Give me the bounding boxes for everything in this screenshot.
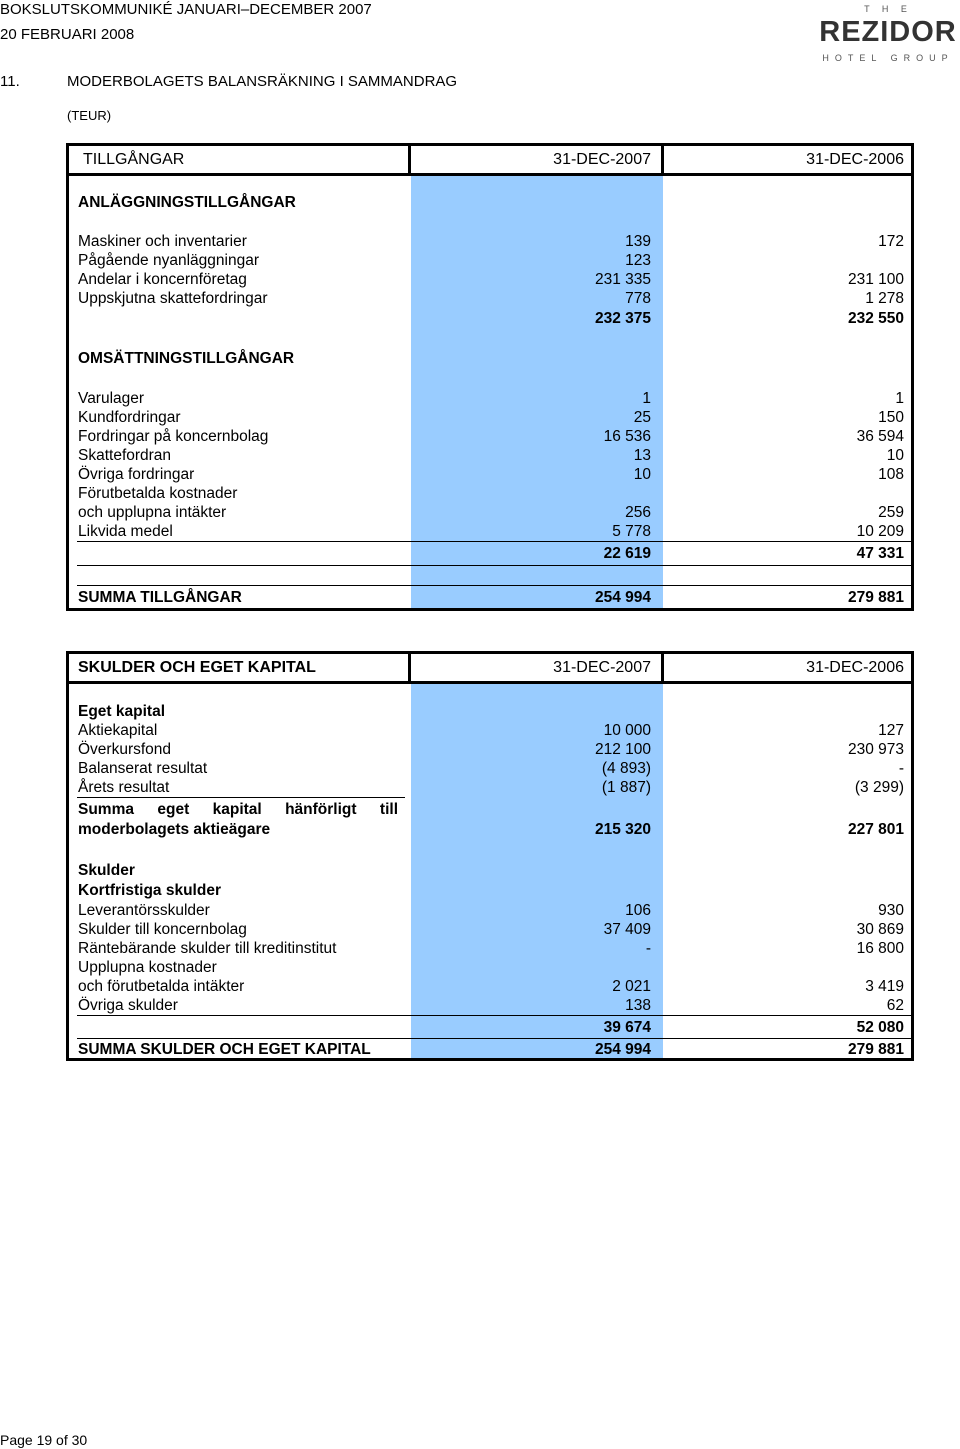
table-row: Övriga fordringar 10 108 [78,466,904,483]
col-2007-header: 31-DEC-2007 [553,659,651,676]
table-row: Överkursfond 212 100 230 973 [78,741,904,758]
liabilities-header-row [69,658,911,677]
table-row: Skulder till koncernbolag 37 409 30 869 [78,921,904,938]
table-row: Pågående nyanläggningar 123 [78,252,651,269]
table-row: Upplupna kostnader [78,959,217,976]
assets-header-label: TILLGÅNGAR [83,151,185,168]
section-number: 11. [0,73,20,90]
table-row: Kundfordringar 25 150 [78,409,904,426]
assets-table [66,143,914,611]
page-number: Page 19 of 30 [0,1432,88,1448]
col-2006-header: 31-DEC-2006 [806,151,904,168]
equity-total-row: moderbolagets aktieägare 215 320 227 801 [78,821,904,838]
current-assets-total: 22 619 47 331 [603,545,904,562]
table-row: och förutbetalda intäkter 2 021 3 419 [78,978,904,995]
table-row: Förutbetalda kostnader [78,485,238,502]
debts-title: Skulder [78,862,135,879]
fixed-assets-title: ANLÄGGNINGSTILLGÅNGAR [78,194,296,211]
table-row: Uppskjutna skattefordringar 778 1 278 [78,290,904,307]
table-row: Maskiner och inventarier 139 172 [78,233,904,250]
debts-total: 39 674 52 080 [603,1019,904,1036]
liabilities-header-label: SKULDER OCH EGET KAPITAL [78,659,316,676]
table-row: Årets resultat (1 887) (3 299) [78,779,904,796]
table-row: Fordringar på koncernbolag 16 536 36 594 [78,428,904,445]
rezidor-logo: T H E REZIDOR HOTEL GROUP [819,4,957,63]
assets-sum-row: SUMMA TILLGÅNGAR 254 994 279 881 [78,589,904,606]
liabilities-sum-row: SUMMA SKULDER OCH EGET KAPITAL 254 994 279 881 [78,1041,904,1058]
col-2006-header: 31-DEC-2006 [806,659,904,676]
table-row: Skattefordran 13 10 [78,447,904,464]
equity-title: Eget kapital [78,703,165,720]
fixed-assets-total: 232 375 232 550 [594,310,904,327]
table-row: och upplupna intäkter 256 259 [78,504,904,521]
table-row: Aktiekapital 10 000 127 [78,722,904,739]
equity-total-label-line1: Summa eget kapital hänförligt till [78,801,398,818]
unit-label: (TEUR) [67,108,112,123]
table-row: Likvida medel 5 778 10 209 [78,523,904,540]
short-term-debts-title: Kortfristiga skulder [78,882,221,899]
table-row: Balanserat resultat (4 893) - [78,760,904,777]
table-row: Övriga skulder 138 62 [78,997,904,1014]
doc-header-date: 20 FEBRUARI 2008 [0,26,135,43]
table-row: Andelar i koncernföretag 231 335 231 100 [78,271,904,288]
table-row: Leverantörsskulder 106 930 [78,902,904,919]
col-2007-header: 31-DEC-2007 [553,151,651,168]
liabilities-table [66,651,914,1061]
section-title: MODERBOLAGETS BALANSRÄKNING I SAMMANDRAG [67,73,458,90]
assets-header-row [69,150,911,169]
doc-header-line1: BOKSLUTSKOMMUNIKÉ JANUARI–DECEMBER 2007 [0,1,372,18]
table-row: Varulager 1 1 [78,390,904,407]
current-assets-title: OMSÄTTNINGSTILLGÅNGAR [78,350,295,367]
table-row: Räntebärande skulder till kreditinstitut - 16 800 [78,940,904,957]
